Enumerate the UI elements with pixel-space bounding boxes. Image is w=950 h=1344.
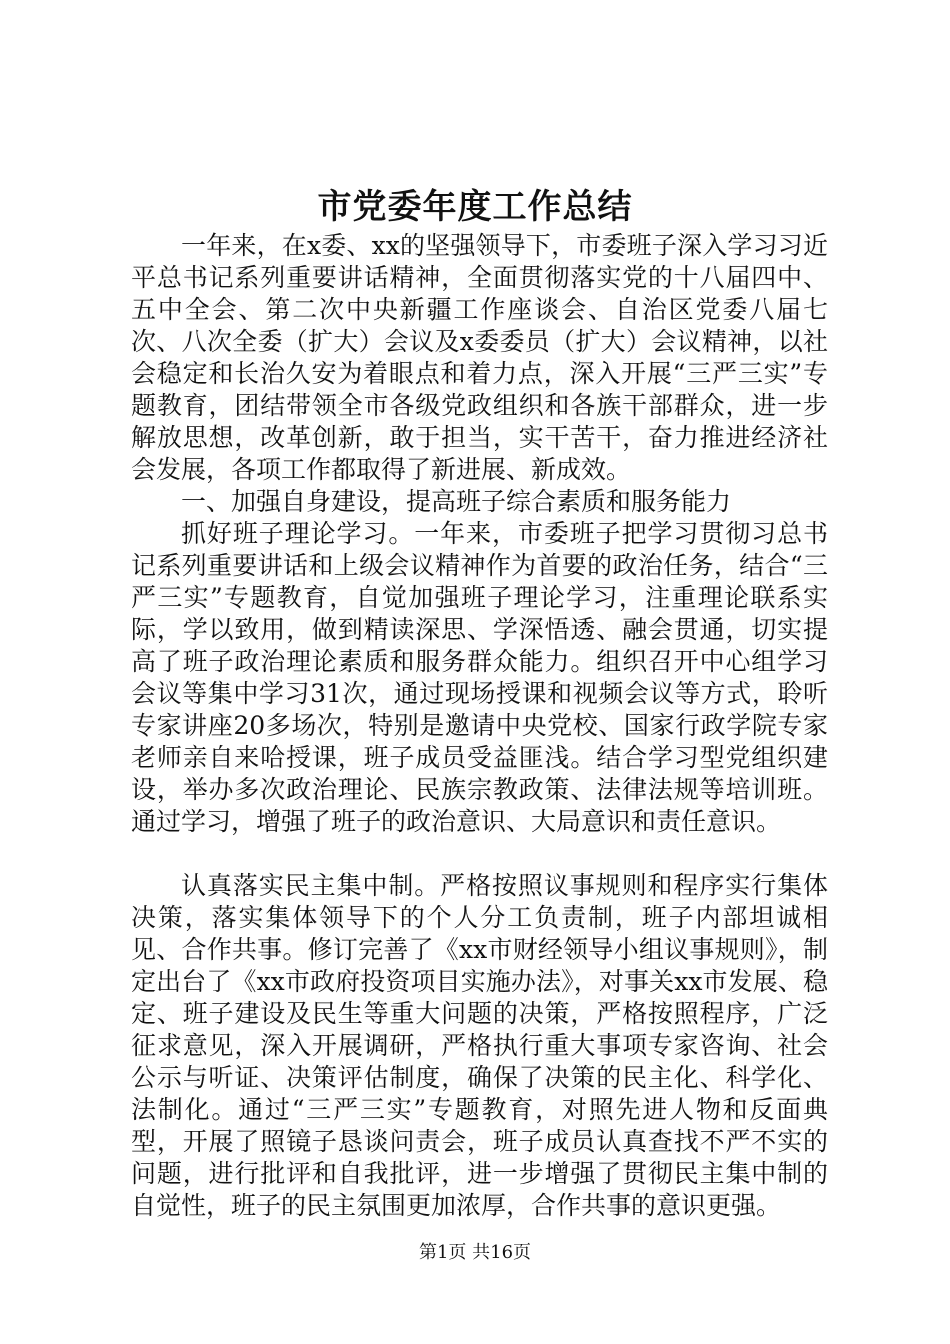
- section-heading: 一、加强自身建设，提高班子综合素质和服务能力: [181, 487, 732, 516]
- democratic-centralism-paragraph: 认真落实民主集中制。严格按照议事规则和程序实行集体决策，落实集体领导下的个人分工负责制，班子内部坦诚相见、合作共事。修订完善了《xx市财经领导小组议事规则》，制定出台了《xx市政府投资项目实施办法》，对事关xx市发展、稳定、班子建设及民生等重大问题的决策，严格按照程序，广泛征求意见，深入开展调研，严格执行重大事项专家咨询、社会公示与听证、决策评估制度，确保了决策的民主化、科学化、法制化。通过“三严三实”专题教育，对照先进人物和反面典型，开展了照镜子恳谈问责会，班子成员认真查找不严不实的问题，进行批评和自我批评，进一步增强了贯彻民主集中制的自觉性，班子的民主氛围更加浓厚，合作共事的意识更强。: [131, 871, 828, 1220]
- document-body: [131, 230, 828, 1222]
- paragraph-spacer: [131, 838, 828, 870]
- page-footer: 第1页 共16页: [418, 1242, 532, 1263]
- document-title: 市党委年度工作总结: [317, 187, 633, 227]
- intro-paragraph: 一年来，在x委、xx的坚强领导下，市委班子深入学习习近平总书记系列重要讲话精神，全面贯彻落实党的十八届四中、五中全会、第二次中央新疆工作座谈会、自治区党委八届七次、八次全委（扩大）会议及x委委员（扩大）会议精神，以社会稳定和长治久安为着眼点和着力点，深入开展“三严三实”专题教育，团结带领全市各级党政组织和各族干部群众，进一步解放思想，改革创新，敢于担当，实干苦干，奋力推进经济社会发展，各项工作都取得了新进展、新成效。: [131, 231, 828, 484]
- theory-study-paragraph: 抓好班子理论学习。一年来，市委班子把学习贯彻习总书记系列重要讲话和上级会议精神作为首要的政治任务，结合“三严三实”专题教育，自觉加强班子理论学习，注重理论联系实际，学以致用，做到精读深思、学深悟透、融会贯通，切实提高了班子政治理论素质和服务群众能力。组织召开中心组学习会议等集中学习31次，通过现场授课和视频会议等方式，聆听专家讲座20多场次，特别是邀请中央党校、国家行政学院专家老师亲自来哈授课，班子成员受益匪浅。结合学习型党组织建设，举办多次政治理论、民族宗教政策、法律法规等培训班。通过学习，增强了班子的政治意识、大局意识和责任意识。: [131, 519, 828, 836]
